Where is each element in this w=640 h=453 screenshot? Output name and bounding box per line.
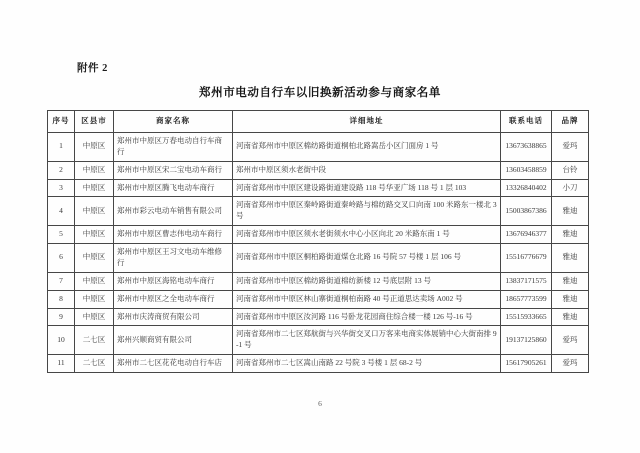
table-cell: 郑州市中原区腾飞电动车商行 <box>114 179 233 197</box>
page-number: 6 <box>318 399 322 408</box>
table-cell: 爱玛 <box>552 326 589 355</box>
table-row <box>48 355 589 373</box>
table-cell: 5 <box>48 226 75 244</box>
table-cell: 13837171575 <box>501 272 552 290</box>
table-cell: 雅迪 <box>552 197 589 226</box>
table-cell: 河南省郑州市中原区秦岭路街道秦岭路与棉纺路交叉口向南 100 米路东一楼北 3 号 <box>233 197 501 226</box>
column-header: 品牌 <box>552 111 589 133</box>
table-cell: 15515933665 <box>501 308 552 326</box>
table-cell: 中原区 <box>75 272 114 290</box>
table-cell: 雅迪 <box>552 244 589 273</box>
table-cell: 13603458859 <box>501 161 552 179</box>
table-cell: 爱玛 <box>552 355 589 373</box>
table-cell: 郑州市中原区之全电动车商行 <box>114 290 233 308</box>
table-cell: 8 <box>48 290 75 308</box>
table-cell: 中原区 <box>75 197 114 226</box>
table-cell: 15617905261 <box>501 355 552 373</box>
table-row <box>48 326 589 355</box>
table-cell: 2 <box>48 161 75 179</box>
table-cell: 10 <box>48 326 75 355</box>
table-cell: 河南省郑州市中原区建设路街道建设路 118 号华亚广场 118 号 1 层 103 <box>233 179 501 197</box>
table-cell: 郑州市庆涛商贸有限公司 <box>114 308 233 326</box>
table-row <box>48 132 589 161</box>
table-cell: 中原区 <box>75 179 114 197</box>
table-cell: 郑州市中原区海铭电动车商行 <box>114 272 233 290</box>
table-cell: 郑州市二七区花花电动自行车店 <box>114 355 233 373</box>
table-cell: 中原区 <box>75 308 114 326</box>
column-header: 联系电话 <box>501 111 552 133</box>
table-cell: 15516776679 <box>501 244 552 273</box>
table-cell: 爱玛 <box>552 132 589 161</box>
table-row <box>48 244 589 273</box>
table-body <box>48 132 589 372</box>
table-cell: 郑州市中原区须水老街中段 <box>233 161 501 179</box>
table-cell: 河南省郑州市中原区棉纺路街道棉纺新楼 12 号底层附 13 号 <box>233 272 501 290</box>
table-cell: 11 <box>48 355 75 373</box>
table-cell: 郑州兴顺商贸有限公司 <box>114 326 233 355</box>
column-header: 商家名称 <box>114 111 233 133</box>
table-cell: 13676946377 <box>501 226 552 244</box>
table-cell: 雅迪 <box>552 272 589 290</box>
table-row <box>48 226 589 244</box>
table-cell: 河南省郑州市中原区桐柏路街道煤仓北路 16 号院 57 号楼 1 层 106 号 <box>233 244 501 273</box>
column-header: 详细地址 <box>233 111 501 133</box>
table-cell: 19137125860 <box>501 326 552 355</box>
table-cell: 二七区 <box>75 326 114 355</box>
attachment-label: 附件 2 <box>77 63 108 74</box>
table-cell: 雅迪 <box>552 290 589 308</box>
table-cell: 13673638865 <box>501 132 552 161</box>
table-cell: 郑州市中原区宋二宝电动车商行 <box>114 161 233 179</box>
table-cell: 1 <box>48 132 75 161</box>
table-cell: 6 <box>48 244 75 273</box>
table-cell: 河南省郑州市二七区嵩山南路 22 号院 3 号楼 1 层 68-2 号 <box>233 355 501 373</box>
table-cell: 郑州市中原区万春电动自行车商行 <box>114 132 233 161</box>
table-row <box>48 179 589 197</box>
table-row <box>48 197 589 226</box>
table-cell: 中原区 <box>75 161 114 179</box>
table-cell: 郑州市中原区曹志伟电动车商行 <box>114 226 233 244</box>
table-cell: 郑州市中原区王习文电动车维修行 <box>114 244 233 273</box>
table-cell: 中原区 <box>75 226 114 244</box>
column-header: 序号 <box>48 111 75 133</box>
table-cell: 中原区 <box>75 244 114 273</box>
table-cell: 中原区 <box>75 132 114 161</box>
table-cell: 7 <box>48 272 75 290</box>
table-row <box>48 308 589 326</box>
table-cell: 雅迪 <box>552 308 589 326</box>
table-cell: 台铃 <box>552 161 589 179</box>
table-cell: 河南省郑州市中原区林山寨街道桐柏南路 40 号正道思达卖场 A002 号 <box>233 290 501 308</box>
table-cell: 4 <box>48 197 75 226</box>
table-cell: 13326840402 <box>501 179 552 197</box>
table-cell: 二七区 <box>75 355 114 373</box>
table-cell: 河南省郑州市中原区须水老街须水中心小区向北 20 米路东南 1 号 <box>233 226 501 244</box>
table-cell: 18657773599 <box>501 290 552 308</box>
table-cell: 3 <box>48 179 75 197</box>
table-cell: 15003867386 <box>501 197 552 226</box>
page-title: 郑州市电动自行车以旧换新活动参与商家名单 <box>199 87 441 99</box>
table-cell: 9 <box>48 308 75 326</box>
table-cell: 河南省郑州市中原区棉纺路街道桐柏北路嵩岳小区门面房 1 号 <box>233 132 501 161</box>
table-row <box>48 161 589 179</box>
table-cell: 河南省郑州市二七区郑航街与兴华街交叉口万客来电商实体展销中心大街南排 9-1 号 <box>233 326 501 355</box>
merchants-table <box>47 110 589 373</box>
table-row <box>48 272 589 290</box>
table-cell: 小刀 <box>552 179 589 197</box>
table-cell: 郑州市彩云电动车销售有限公司 <box>114 197 233 226</box>
table-cell: 中原区 <box>75 290 114 308</box>
table-cell: 河南省郑州市中原区汝河路 116 号卧龙花园商住综合楼一楼 126 号-16 号 <box>233 308 501 326</box>
column-header: 区县市 <box>75 111 114 133</box>
table-row <box>48 290 589 308</box>
table-header-row <box>48 111 589 133</box>
table-cell: 雅迪 <box>552 226 589 244</box>
